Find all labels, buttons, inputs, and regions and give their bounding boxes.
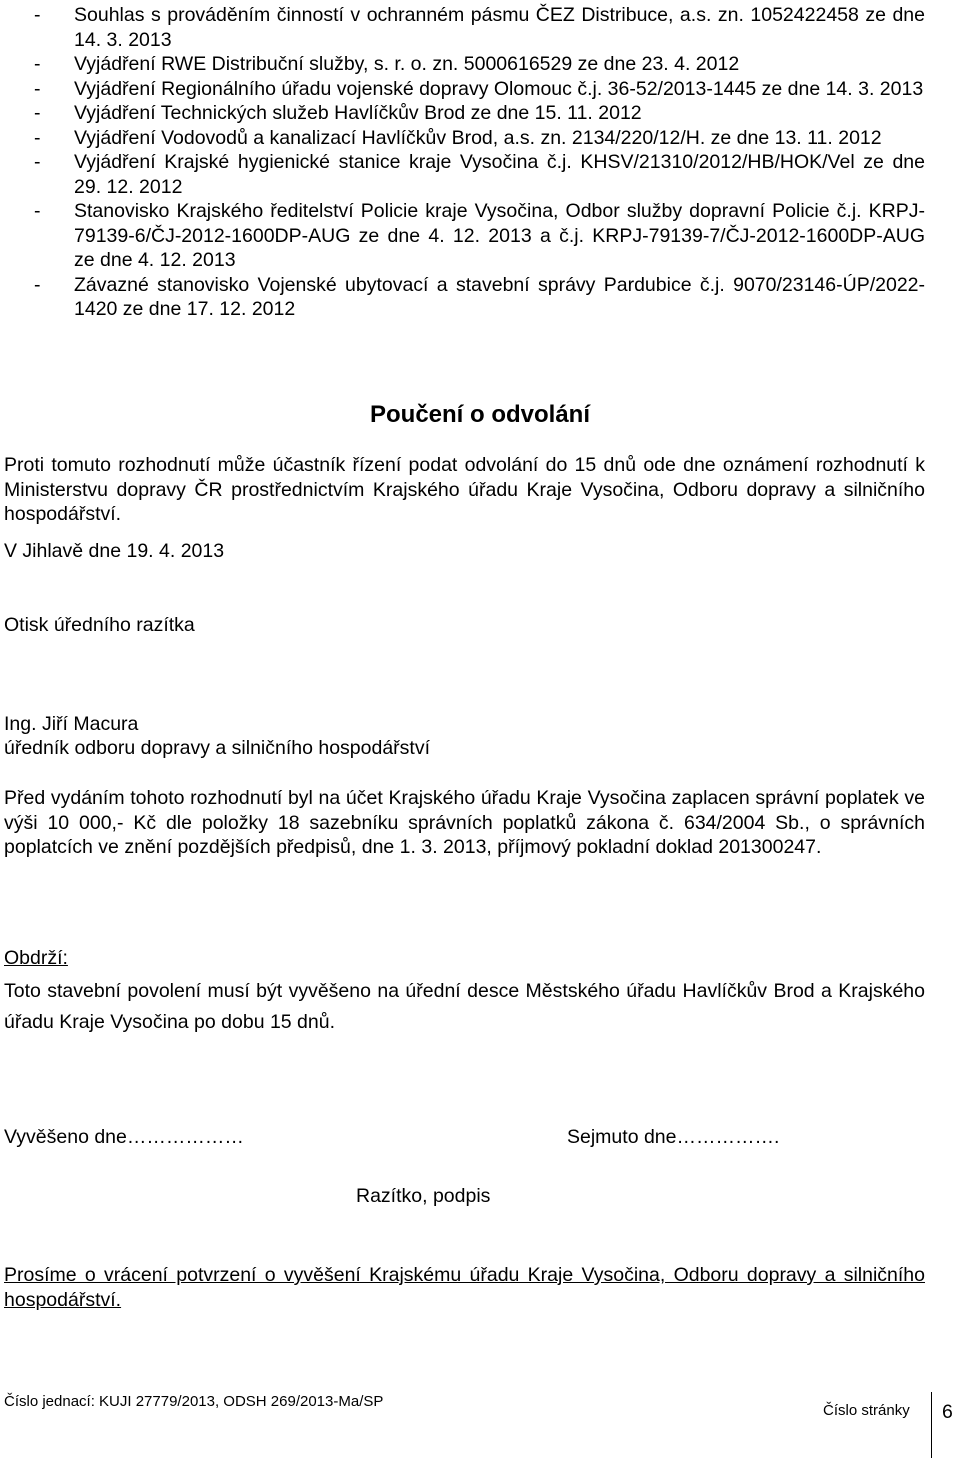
stamp-label: Otisk úředního razítka [4, 614, 195, 636]
list-item: - Vyjádření Regionálního úřadu vojenské dopravy Olomouc č.j. 36-52/2013-1445 ze dne 14. 3. 2013 [34, 77, 924, 100]
stamp-signature-label: Razítko, podpis [356, 1185, 491, 1207]
list-item: - Vyjádření Krajské hygienické stanice kraje Vysočina č.j. KHSV/21310/2012/HB/HOK/Vel ze dne 29. 12. 2012 [34, 151, 925, 198]
reference-number: Číslo jednací: KUJI 27779/2013, ODSH 269/2013-Ma/SP [4, 1393, 384, 1410]
list-item: - Souhlas s prováděním činností v ochranném pásmu ČEZ Distribuce, a.s. zn. 1052422458 ze dne 14. 3. 2013 [34, 4, 925, 51]
page-label: Číslo stránky [823, 1402, 910, 1419]
list-item: - Vyjádření Vodovodů a kanalizací Havlíčkův Brod, a.s. zn. 2134/220/12/H. ze dne 13. 11. 2012 [34, 126, 882, 149]
list-item: - Stanovisko Krajského ředitelství Policie kraje Vysočina, Odbor služby dopravní Policie č.j. KRPJ-79139-6/ČJ-2012-1600DP-AUG ze dne 4. 12. 2013 a č.j. KRPJ-79139-7/ČJ-2012-1600DP-AUG ze dne 4. 12. 2013 [34, 200, 925, 271]
recipients-label: Obdrží: [4, 947, 68, 969]
statements-list [7, 3, 925, 322]
page-number: 6 [942, 1401, 953, 1423]
signatory-name: Ing. Jiří Macura [4, 713, 139, 735]
list-item: - Vyjádření Technických služeb Havlíčkův Brod ze dne 15. 11. 2012 [34, 102, 642, 124]
footer-divider [931, 1392, 932, 1458]
place-date: V Jihlavě dne 19. 4. 2013 [4, 540, 225, 562]
signatory-title: úředník odboru dopravy a silničního hospodářství [4, 737, 431, 759]
return-request: Prosíme o vrácení potvrzení o vyvěšení Krajskému úřadu Kraje Vysočina, Odboru dopravy a silničního hospodářství. [4, 1264, 925, 1311]
posted-date-field: Vyvěšeno dne……………… [4, 1126, 244, 1148]
appeal-heading: Poučení o odvolání [369, 401, 591, 428]
appeal-text: Proti tomuto rozhodnutí může účastník řízení podat odvolání do 15 dnů ode dne oznámení rozhodnutí k Ministerstvu dopravy ČR prostřednictvím Krajského úřadu Kraje Vysočina, Odboru dopravy a silničního hospodářství. [4, 454, 925, 525]
removed-date-field: Sejmuto dne……………. [567, 1126, 780, 1148]
list-item: - Vyjádření RWE Distribuční služby, s. r. o. zn. 5000616529 ze dne 23. 4. 2012 [34, 53, 740, 75]
posting-text: Toto stavební povolení musí být vyvěšeno na úřední desce Městského úřadu Havlíčkův Brod a Krajského úřadu Kraje Vysočina po dobu 15 dnů. [4, 980, 925, 1033]
fee-text: Před vydáním tohoto rozhodnutí byl na účet Krajského úřadu Kraje Vysočina zaplacen správní poplatek ve výši 10 000,- Kč dle položky 18 sazebníku správních poplatků zákona č. 634/2004 Sb., o správních poplatcích ve znění pozdějších předpisů, dne 1. 3. 2013, příjmový pokladní doklad 201300247. [4, 787, 925, 858]
list-item: - Závazné stanovisko Vojenské ubytovací a stavební správy Pardubice č.j. 9070/23146-ÚP/2022-1420 ze dne 17. 12. 2012 [34, 273, 925, 320]
